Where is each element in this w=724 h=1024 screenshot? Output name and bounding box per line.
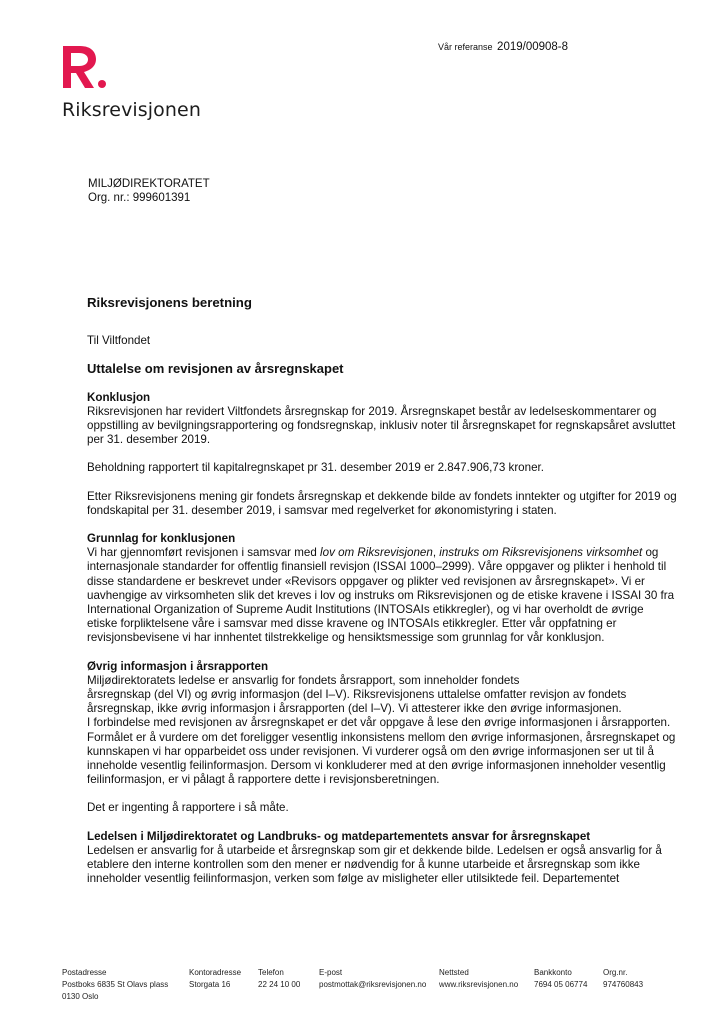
footer-telefon-value: 22 24 10 00 <box>258 980 301 989</box>
footer-epost-label: E-post <box>319 968 343 977</box>
grunnlag-text-3: og internasjonale standarder for offentlig finansiell revisjon (ISSAI 1000–2999). Våre oppgaver og plikter i henhold til disse standardene er beskrevet under «Revisors oppgaver og plikter ved revisjonen av årsregnskapet». Vi er uavhengige av virksomheten slik det kreves i lov og instruks om Riksrevisjonen og de etiske kravene i ISSAI 30 fra International Organization of Supreme Audit Institutions (INTOSAIs etikkregler), og vi har overholdt de øvrige etiske forpliktelsene våre i samsvar med disse kravene og INTOSAIs etikkregler. Etter vår oppfatning er revisjonsbevisene vi har innhentet tilstrekkelige og hensiktsmessige som grunnlag for vår konklusjon. <box>87 546 675 645</box>
recipient-org-number: Org. nr.: 999601391 <box>88 192 191 204</box>
konklusjon-paragraph-3: Etter Riksrevisjonens mening gir fondets årsregnskap et dekkende bilde av fondets inntekter og utgifter for 2019 og fondskapital per 31. desember 2019, i samsvar med regelverket for økonomistyring i staten. <box>87 489 677 517</box>
ovrig-paragraph-2: Det er ingenting å rapportere i så måte. <box>87 801 289 815</box>
footer-epost-value: postmottak@riksrevisjonen.no <box>319 980 427 989</box>
footer-kontoradresse-label: Kontoradresse <box>189 968 242 977</box>
ovrig-line-3: I forbindelse med revisjonen av årsregnskapet er det vår oppgave å lese den øvrige informasjonen i årsrapporten. Formålet er å vurdere om det foreligger vesentlig inkonsistens mellom den øvrige informasjonen, årsregnskapet og kunnskapen vi har opparbeidet oss under revisjonen. Vi vurderer også om den øvrige informasjonen ser ut til å inneholde vesentlig feilinformasjon. Dersom vi konkluderer med at den øvrige informasjonen inneholder vesentlig feilinformasjon, er vi pålagt å rapportere dette i revisjonsberetningen. <box>87 716 676 787</box>
footer-kontoradresse <box>189 967 241 991</box>
grunnlag-heading: Grunnlag for konklusjonen <box>87 532 236 546</box>
ovrig-line-2: årsregnskap (del VI) og øvrig informasjon (del I–V). Riksrevisjonens uttalelse omfatter revisjon av fondets årsregnskap, ikke øvrig informasjon i årsrapporten (del I–V). Vi attesterer ikke den øvrige informasjonen. <box>87 688 627 716</box>
ovrig-heading: Øvrig informasjon i årsrapporten <box>87 659 269 673</box>
recipient-block <box>88 177 210 205</box>
reference-number: 2019/00908-8 <box>497 41 569 53</box>
footer-postadresse-line2: 0130 Oslo <box>62 992 99 1001</box>
ovrig-line-1: Miljødirektoratets ledelse er ansvarlig for fondets årsrapport, som inneholder fondets <box>87 673 520 687</box>
grunnlag-text-2: , <box>432 546 440 560</box>
grunnlag-paragraph <box>87 546 677 645</box>
konklusjon-heading: Konklusjon <box>87 390 151 404</box>
footer-bankkonto-value: 7694 05 06774 <box>534 980 588 989</box>
report-title: Riksrevisjonens beretning <box>87 295 252 310</box>
konklusjon-paragraph-1: Riksrevisjonen har revidert Viltfondets årsregnskap for 2019. Årsregnskapet består av ledelseskommentarer og oppstilling av bevilgningsrapportering og fondsregnskap, inklusiv noter til årsregnskapet for regnskapsåret avsluttet per 31. desember 2019. <box>87 404 676 447</box>
report-body <box>87 296 677 887</box>
footer-nettsted-label: Nettsted <box>439 968 469 977</box>
footer-postadresse-label: Postadresse <box>62 968 107 977</box>
grunnlag-italic-law: lov om Riksrevisjonen <box>320 546 433 560</box>
footer-nettsted <box>439 967 518 991</box>
footer-telefon-label: Telefon <box>258 968 284 977</box>
footer-orgnr-value: 974760843 <box>603 980 644 989</box>
logo-wordmark: Riksrevisjonen <box>62 99 201 121</box>
konklusjon-paragraph-2: Beholdning rapportert til kapitalregnskapet pr 31. desember 2019 er 2.847.906,73 kroner. <box>87 461 544 475</box>
footer-postadresse-line1: Postboks 6835 St Olavs plass <box>62 980 169 989</box>
footer-telefon <box>258 967 300 991</box>
footer-bankkonto <box>534 967 587 991</box>
grunnlag-text-1: Vi har gjennomført revisjonen i samsvar med <box>87 546 321 560</box>
footer-kontoradresse-value: Storgata 16 <box>189 980 231 989</box>
footer-orgnr-label: Org.nr. <box>603 968 628 977</box>
footer-nettsted-value: www.riksrevisjonen.no <box>439 980 519 989</box>
report-addressee: Til Viltfondet <box>87 334 151 348</box>
footer-bankkonto-label: Bankkonto <box>534 968 572 977</box>
logo-r-mark-icon <box>62 44 108 94</box>
ledelsen-heading: Ledelsen i Miljødirektoratet og Landbruks- og matdepartementets ansvar for årsregnskapet <box>87 829 591 843</box>
riksrevisjonen-logo <box>62 44 212 121</box>
recipient-name: MILJØDIREKTORATET <box>88 178 210 190</box>
grunnlag-italic-instruction: instruks om Riksrevisjonens virksomhet <box>439 546 643 560</box>
reference-label: Vår referanse <box>438 42 493 52</box>
ledelsen-paragraph: Ledelsen er ansvarlig for å utarbeide et årsregnskap som gir et dekkende bilde. Ledelsen er også ansvarlig for å etablere den interne kontrollen som den mener er nødvendig for å kunne utarbeide et årsregnskap som ikke inneholder vesentlig feilinformasjon, verken som følge av misligheter eller utilsiktede feil. Departementet <box>87 843 662 886</box>
section-heading: Uttalelse om revisjonen av årsregnskapet <box>87 361 344 377</box>
footer-postadresse <box>62 967 168 1003</box>
footer-orgnr <box>603 967 643 991</box>
footer-epost <box>319 967 426 991</box>
reference-line <box>438 41 568 53</box>
